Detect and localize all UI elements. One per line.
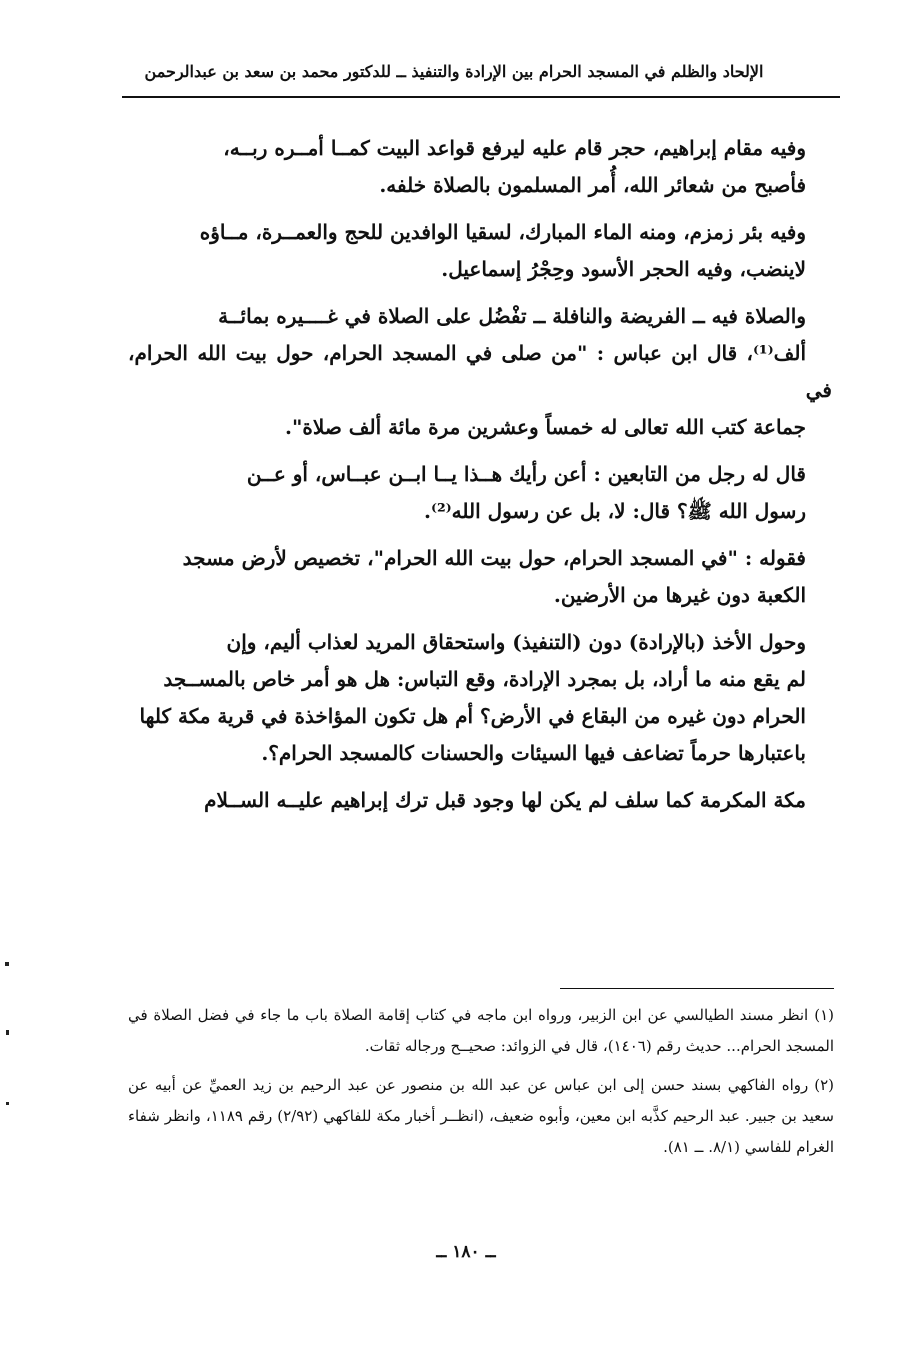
footnote-text: انظر مسند الطيالسي عن ابن الزبير، ورواه ابن ماجه في كتاب إقامة الصلاة باب ما جاء في فضل الصلاة في المسجد الحرام... حديث رقم (١٤٠٦)، قال في الزوائد: صحيــح ورجاله ثقات. [128,1006,834,1055]
footnote-marker: (١) [814,1006,834,1024]
footnote [128,1070,834,1163]
header-rule [122,96,840,98]
text-line: وفيه مقام إبراهيم، حجر قام عليه ليرفع قواعد البيت كمــا أمــره ربــه، [223,136,806,160]
page-number: ــ ١٨٠ ــ [436,1242,496,1262]
text-line: الكعبة دون غيرها من الأرضين. [553,583,806,607]
footnote-marker: (٢) [814,1076,834,1094]
text-line: الحرام دون غيره من البقاع في الأرض؟ أم هل تكون المؤاخذة في قرية مكة كلها [139,704,806,728]
scan-speck [6,1030,9,1035]
text-line: والصلاة فيه ــ الفريضة والنافلة ــ تفْضُل على الصلاة في غــــيره بمائــة [218,304,806,328]
footnote-text: رواه الفاكهي بسند حسن إلى ابن عباس عن عبد الله بن منصور عن عبد الرحيم بن زيد العميِّ عن أبيه عن سعيد بن جبير. عبد الرحيم كذَّبه ابن معين، وأبوه ضعيف، (انظــر أخبار مكة للفاكهي (٢/٩٢) رقم ١١٨٩، وانظر شفاء الغرام للفاسي (٨/١. ــ ٨١). [128,1076,834,1156]
text-line: رسول الله ﷺ؟ قال: لا، بل عن رسول الله⁽²⁾. [424,499,806,523]
text-line: لم يقع منه ما أراد، بل بمجرد الإرادة، وقع التباس: هل هو أمر خاص بالمســجد [163,667,806,691]
footnotes [128,1000,834,1171]
text-line: فقوله : "في المسجد الحرام، حول بيت الله الحرام"، تخصيص لأرض مسجد [182,546,806,570]
text-line: فأصبح من شعائر الله، أُمر المسلمون بالصلاة خلفه. [379,173,806,197]
text-line: جماعة كتب الله تعالى له خمساً وعشرين مرة مائة ألف صلاة". [285,415,806,439]
paragraph [128,782,832,819]
paragraph [128,214,832,288]
text-line: وفيه بئر زمزم، ومنه الماء المبارك، لسقيا الوافدين للحج والعمــرة، مــاؤه [199,220,806,244]
footnote-rule [560,988,834,989]
text-line: وحول الأخذ (بالإرادة) دون (التنفيذ) واستحقاق المريد لعذاب أليم، وإن [226,630,806,654]
text-line: ألف⁽¹⁾، قال ابن عباس : "من صلى في المسجد الحرام، حول بيت الله الحرام، في [128,341,832,402]
paragraph [128,540,832,614]
scan-speck [5,962,9,966]
text-line: قال له رجل من التابعين : أعن رأيك هــذا يــا ابــن عبــاس، أو عــن [246,462,806,486]
paragraph [128,456,832,530]
text-line: مكة المكرمة كما سلف لم يكن لها وجود قبل ترك إبراهيم عليــه الســلام [204,788,806,812]
body-text [128,130,832,829]
scan-speck [6,1102,9,1105]
paragraph [128,130,832,204]
running-header: الإلحاد والظلم في المسجد الحرام بين الإرادة والتنفيذ ــ للدكتور محمد بن سعد بن عبدالرحمن [144,62,764,81]
footnote [128,1000,834,1062]
text-line: لاينضب، وفيه الحجر الأسود وحِجْرُ إسماعيل. [441,257,806,281]
paragraph [128,298,832,446]
paragraph [128,624,832,772]
text-line: باعتبارها حرماً تضاعف فيها السيئات والحسنات كالمسجد الحرام؟. [261,741,806,765]
